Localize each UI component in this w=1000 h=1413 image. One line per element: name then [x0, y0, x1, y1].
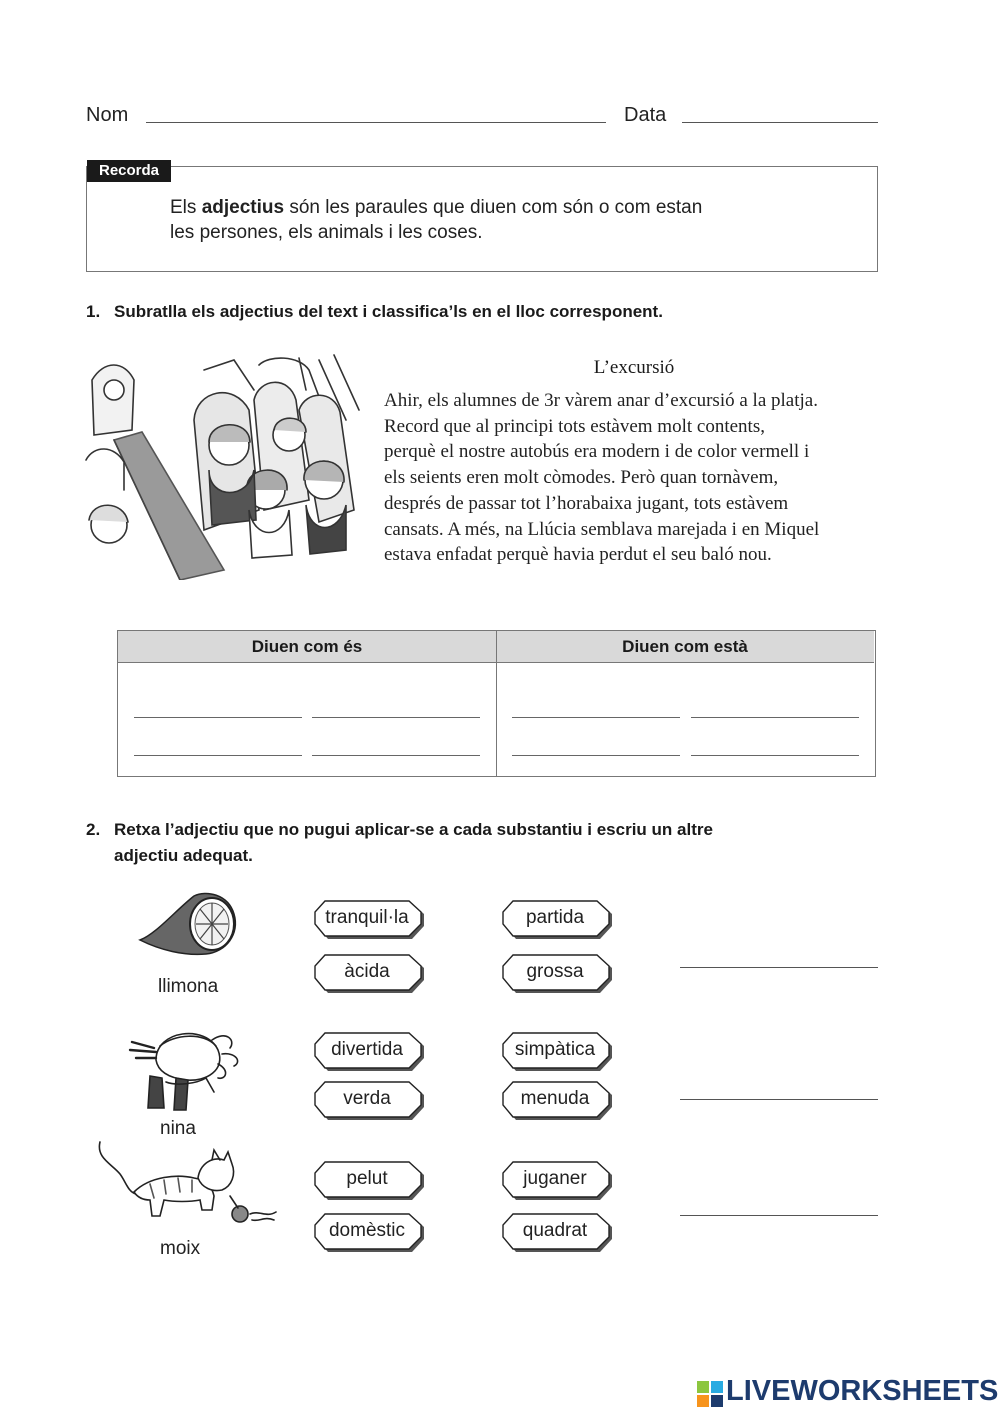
- adjective-label: domèstic: [328, 1220, 406, 1241]
- cat-icon: [94, 1134, 284, 1234]
- date-field[interactable]: [682, 122, 878, 123]
- adjective-tag[interactable]: [314, 900, 424, 938]
- adjective-tag[interactable]: [502, 954, 612, 992]
- recorda-keyword: adjectius: [201, 197, 285, 218]
- answer-blank[interactable]: [691, 717, 859, 718]
- answer-blank[interactable]: [512, 755, 680, 756]
- story-line: després de passar tot l’horabaixa jugant, tots estàvem: [384, 492, 789, 514]
- noun-moix: moix: [160, 1238, 201, 1259]
- adjective-label: grossa: [526, 961, 584, 982]
- adjective-label: àcida: [344, 961, 390, 982]
- adjective-label: quadrat: [522, 1220, 588, 1241]
- adjective-tag[interactable]: [502, 900, 612, 938]
- story-text: [384, 388, 894, 568]
- exercise2-instruction-cont: adjectiu adequat.: [114, 846, 253, 865]
- story-line: Ahir, els alumnes de 3r vàrem anar d’excursió a la platja.: [384, 390, 818, 411]
- adjective-tag[interactable]: [314, 1213, 424, 1251]
- answer-blank[interactable]: [134, 755, 302, 756]
- answer-blank[interactable]: [312, 717, 480, 718]
- adjective-tag[interactable]: [314, 1032, 424, 1070]
- story-line: perquè el nostre autobús era modern i de color vermell i: [384, 441, 810, 463]
- exercise2-instruction: Retxa l’adjectiu que no pugui aplicar-se a cada substantiu i escriu un altre: [114, 820, 713, 839]
- date-label: Data: [624, 104, 667, 126]
- classification-table: [117, 630, 876, 777]
- adjective-tag[interactable]: [314, 1081, 424, 1119]
- exercise1-title: [86, 299, 663, 325]
- liveworksheets-brand: LIVEWORKSHEETS: [726, 1375, 999, 1407]
- doll-icon: [126, 1020, 246, 1112]
- recorda-text-line1: són les paraules que diuen com són o com estan: [284, 197, 703, 218]
- bus-illustration: [84, 350, 364, 580]
- liveworksheets-logo-icon: [697, 1381, 723, 1407]
- recorda-tag: Recorda: [87, 160, 171, 182]
- table-header-esta: Diuen com està: [622, 637, 748, 656]
- answer-blank[interactable]: [312, 755, 480, 756]
- story-line: cansats. A més, na Llúcia semblava marejada i en Miquel: [384, 518, 820, 540]
- adjective-label: juganer: [523, 1168, 587, 1189]
- table-header-es: Diuen com és: [251, 637, 363, 656]
- adjective-label: menuda: [520, 1088, 590, 1109]
- adjective-label: divertida: [331, 1039, 403, 1060]
- name-label: Nom: [86, 104, 129, 126]
- adjective-tag[interactable]: [314, 1161, 424, 1199]
- exercise2-number: 2.: [86, 820, 101, 839]
- exercise2-title: [86, 817, 713, 869]
- answer-blank[interactable]: [512, 717, 680, 718]
- adjective-label: verda: [343, 1088, 391, 1109]
- recorda-text-start: Els: [170, 197, 202, 218]
- adjective-tag[interactable]: [502, 1213, 612, 1251]
- lemon-icon: [136, 890, 240, 960]
- noun-nina: nina: [160, 1118, 196, 1139]
- story-line: estava enfadat perquè havia perdut el seu baló nou.: [384, 544, 772, 566]
- story-line: els seients eren molt còmodes. Però quan tornàvem,: [384, 467, 779, 489]
- exercise1-number: 1.: [86, 302, 101, 321]
- adjective-label: tranquil·la: [325, 907, 409, 928]
- adjective-label: pelut: [346, 1168, 388, 1189]
- answer-line-llimona[interactable]: [680, 967, 878, 968]
- answer-line-nina[interactable]: [680, 1099, 878, 1100]
- adjective-tag[interactable]: [502, 1032, 612, 1070]
- adjective-tag[interactable]: [502, 1161, 612, 1199]
- recorda-text-line2: les persones, els animals i les coses.: [170, 222, 483, 243]
- adjective-tag[interactable]: [502, 1081, 612, 1119]
- adjective-tag[interactable]: [314, 954, 424, 992]
- adjective-label: simpàtica: [514, 1039, 596, 1060]
- answer-line-moix[interactable]: [680, 1215, 878, 1216]
- noun-llimona: llimona: [158, 976, 219, 997]
- name-field[interactable]: [146, 122, 606, 123]
- answer-blank[interactable]: [134, 717, 302, 718]
- answer-blank[interactable]: [691, 755, 859, 756]
- adjective-label: partida: [525, 907, 585, 928]
- story-title: L’excursió: [593, 357, 675, 378]
- exercise1-instruction: Subratlla els adjectius del text i classifica’ls en el lloc corresponent.: [114, 302, 663, 321]
- recorda-text: [170, 195, 850, 245]
- story-line: Record que al principi tots estàvem molt contents,: [384, 415, 765, 437]
- table-divider: [496, 631, 497, 776]
